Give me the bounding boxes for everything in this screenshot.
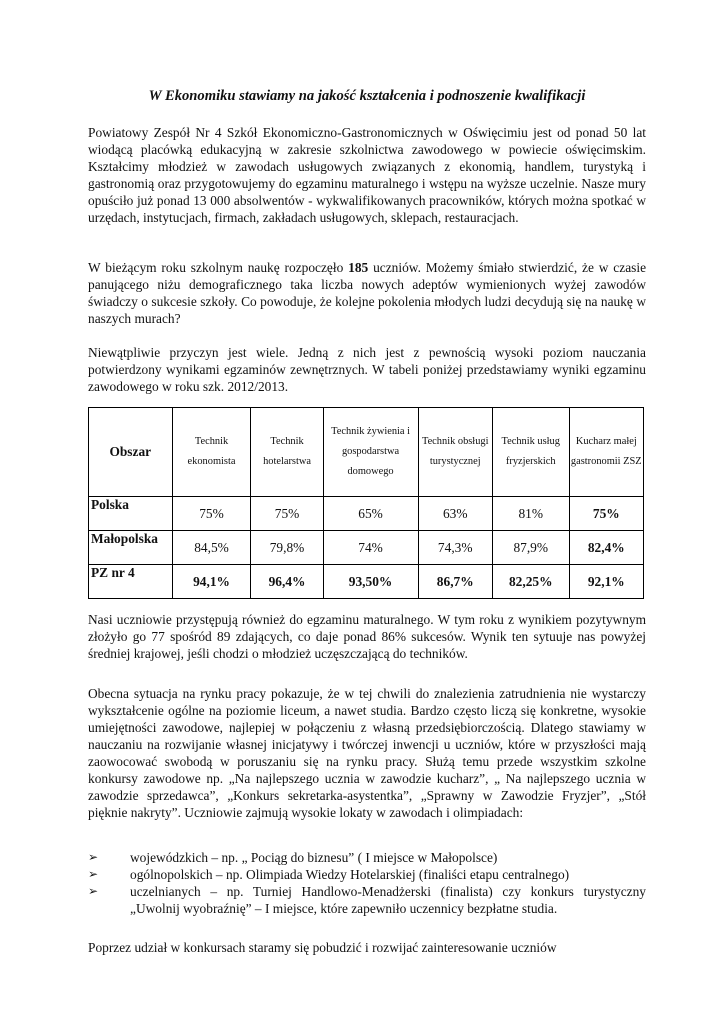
- enrollment-text-after: uczniów. Możemy śmiało stwierdzić, że w czasie panującego niżu demograficznego taka liczba nowych adeptów wymienionych wyżej zawodów świadczy o sukcesie szkoły. Co powoduje, że kolejne pokolenia młodych ludzi decydują się na naukę w naszych murach?: [88, 260, 647, 326]
- table-row: [89, 565, 644, 599]
- paragraph-job-market: Obecna sytuacja na rynku pracy pokazuje, że w tej chwili do znalezienia zatrudnienia nie wystarczy wykształcenie ogólne na poziomie liceum, a nawet studia. Bardzo często liczą się konkretne, wysokie umiejętności zawodowe, najlepiej w połączeniu z własną przedsiębiorczością. Dlatego stawiamy w nauczaniu na rozwijanie własnej inicjatywy i twórczej inwencji u uczniów, które w przyszłości mają zaowocować swobodą w poruszaniu się na rynku pracy. Służą temu przede wszystkim szkolne konkursy zawodowe np. „Na najlepszego ucznia w zawodzie kucharz”, „ Na najlepszego ucznia w zawodzie sprzedawca”, „Konkurs sekretarka-asystentka”, „Sprawny w Zawodzie Fryzjer”, „Stół pięknie nakryty”. Uczniowie zajmują wysokie lokaty w zawodach i olimpiadach:: [88, 686, 646, 820]
- header-column: Technik żywienia i gospodarstwa domowego: [323, 408, 418, 497]
- table-cell: 74,3%: [418, 531, 492, 565]
- list-item-text: ogólnopolskich – np. Olimpiada Wiedzy Hotelarskiej (finaliści etapu centralnego): [130, 867, 570, 882]
- enrollment-count: 185: [348, 260, 369, 275]
- header-column: Technik hotelarstwa: [251, 408, 323, 497]
- row-label: PZ nr 4: [89, 565, 173, 599]
- header-column: Kucharz małej gastronomii ZSZ: [569, 408, 643, 497]
- arrow-bullet-icon: ➢: [88, 884, 99, 898]
- table-cell: 93,50%: [323, 565, 418, 599]
- table-cell: 82,25%: [492, 565, 569, 599]
- paragraph-exam-intro: Niewątpliwie przyczyn jest wiele. Jedną z nich jest z pewnością wysoki poziom nauczania potwierdzony wynikami egzaminów zewnętrznych. W tabeli poniżej przedstawiamy wyniki egzaminu zawodowego w roku szk. 2012/2013.: [88, 345, 646, 394]
- table-cell: 75%: [172, 497, 251, 531]
- list-item-text: uczelnianych – np. Turniej Handlowo-Menadżerski (finalista) czy konkurs turystyczny „Uwolnij wyobraźnię” – I miejsce, które zapewniło uczennicy bezpłatne studia.: [130, 884, 646, 916]
- table-cell: 92,1%: [569, 565, 643, 599]
- paragraph-enrollment: [88, 259, 646, 327]
- page-title: W Ekonomiku stawiamy na jakość kształcenia i podnoszenie kwalifikacji: [148, 88, 586, 104]
- list-item: [88, 866, 646, 883]
- list-item-text: wojewódzkich – np. „ Pociąg do biznesu” ( I miejsce w Małopolsce): [130, 850, 498, 865]
- table-cell: 75%: [251, 497, 323, 531]
- list-item: [88, 849, 646, 866]
- header-column: Technik usług fryzjerskich: [492, 408, 569, 497]
- row-label: Polska: [89, 497, 173, 531]
- header-column: Technik ekonomista: [172, 408, 251, 497]
- paragraph-matura: Nasi uczniowie przystępują również do egzaminu maturalnego. W tym roku z wynikiem pozytywnym złożyło go 77 spośród 89 zdających, co daje ponad 86% sukcesów. Wynik ten sytuuje nas powyżej średniej krajowej, jeśli chodzi o młodzież uczęszczającą do techników.: [88, 612, 646, 661]
- paragraph-intro: Powiatowy Zespół Nr 4 Szkół Ekonomiczno-Gastronomicznych w Oświęcimiu jest od ponad 50 lat wiodącą placówką edukacyjną w zakresie szkolnictwa zawodowego w powiecie oświęcimskim. Kształcimy młodzież w zawodach usługowych związanych z ekonomią, handlem, turystyką i gastronomią oraz przygotowujemy do egzaminu maturalnego i wstępu na wyższe uczelnie. Nasze mury opuściło już ponad 13 000 absolwentów - wykwalifikowanych pracowników, których można spotkać w urzędach, instytucjach, firmach, zakładach usługowych, sklepach, restauracjach.: [88, 125, 646, 225]
- table-row: [89, 531, 644, 565]
- table-cell: 65%: [323, 497, 418, 531]
- table-header-row: [89, 408, 644, 497]
- table-cell: 94,1%: [172, 565, 251, 599]
- table-row: [89, 497, 644, 531]
- table-cell: 81%: [492, 497, 569, 531]
- list-item: [88, 883, 646, 917]
- table-cell: 75%: [569, 497, 643, 531]
- row-label: Małopolska: [89, 531, 173, 565]
- exam-results-table: [88, 407, 644, 599]
- table-cell: 74%: [323, 531, 418, 565]
- table-cell: 63%: [418, 497, 492, 531]
- table-cell: 96,4%: [251, 565, 323, 599]
- arrow-bullet-icon: ➢: [88, 850, 99, 864]
- table-cell: 82,4%: [569, 531, 643, 565]
- table-cell: 79,8%: [251, 531, 323, 565]
- table-cell: 87,9%: [492, 531, 569, 565]
- header-column: Technik obsługi turystycznej: [418, 408, 492, 497]
- header-obszar: Obszar: [89, 408, 173, 497]
- table-cell: 84,5%: [172, 531, 251, 565]
- paragraph-tail: Poprzez udział w konkursach staramy się pobudzić i rozwijać zainteresowanie uczniów: [88, 940, 557, 955]
- enrollment-text-before: W bieżącym roku szkolnym naukę rozpoczęło: [88, 260, 349, 275]
- table-cell: 86,7%: [418, 565, 492, 599]
- competitions-list: [88, 849, 646, 917]
- arrow-bullet-icon: ➢: [88, 867, 99, 881]
